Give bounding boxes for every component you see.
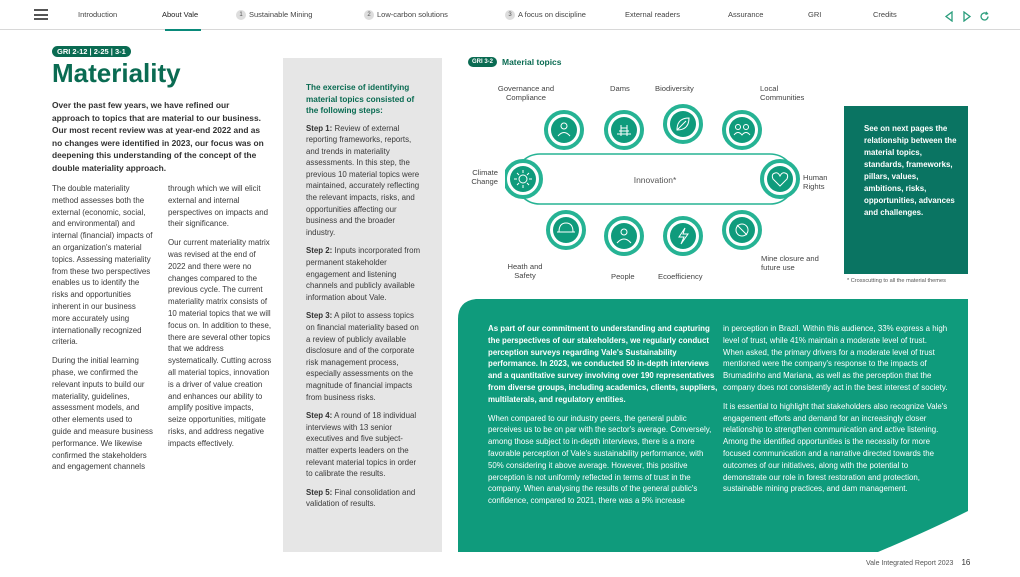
governance-compliance-node[interactable] xyxy=(546,112,582,148)
next-pages-callout xyxy=(844,106,968,274)
refresh-icon[interactable] xyxy=(979,11,990,22)
step-text: Final consolidation and validation of results. xyxy=(306,487,416,509)
innovation-label: Innovation* xyxy=(633,175,677,185)
callout-text: See on next pages the relationship between the material topics, standards, frameworks, pillars, values, ambitions, risks, opportunities, advances and challenges. xyxy=(864,124,957,217)
health-safety-label: Heath and Safety xyxy=(507,262,543,280)
human-rights-label: Human Rights xyxy=(803,173,828,191)
nav-gri[interactable]: GRI xyxy=(808,10,822,19)
crosscutting-footnote: * Crosscutting to all the material themes xyxy=(847,278,946,284)
top-navigation xyxy=(0,0,1020,30)
step-label: Step 4: xyxy=(306,411,333,421)
page-controls xyxy=(944,8,992,22)
nav-low-carbon[interactable] xyxy=(364,10,448,20)
next-page-icon[interactable] xyxy=(961,11,972,22)
perception-paragraph: It is essential to highlight that stakeholders also recognize Vale's engagement efforts and demand for an increasingly closer relationship to strengthen communication and active listening. Among the identified opportunities is the necessity for more focused communication and a narrative directed towards the outcomes of our initiatives, along with the potential to demonstrate our role in forest restoration and protection, sustainable mining practices, and dam management. xyxy=(723,401,948,494)
step-text: Inputs incorporated from permanent stakeholder engagement and listening channels and publicly available information about Vale. xyxy=(306,246,421,302)
nav-about-vale[interactable]: About Vale xyxy=(162,10,199,19)
ecoefficiency-node[interactable] xyxy=(665,218,701,254)
steps-title: The exercise of identifying material topics consisted of the following steps: xyxy=(306,83,415,115)
step-text: A pilot to assess topics on financial materiality based on a review of publicly available disclosure and of the corporate risk management process, especially assessments on the magnitude of financial impacts from business risks. xyxy=(306,311,419,402)
text-column-1 xyxy=(52,183,153,480)
step-text: A round of 18 individual interviews with 13 senior executives and five subject-matter experts leaders on the relevant material topics in order to calibrate the results. xyxy=(306,411,417,479)
material-topics-title: Material topics xyxy=(502,57,562,67)
perception-left-column xyxy=(488,323,720,514)
nav-number-badge: 3 xyxy=(505,10,515,20)
gri-codes-badge: GRI 2-12 | 2-25 | 3-1 xyxy=(52,46,131,57)
step-item xyxy=(306,487,424,510)
climate-change-label: Climate Change xyxy=(471,168,498,186)
report-name: Vale Integrated Report 2023 xyxy=(866,560,954,567)
hamburger-menu-icon[interactable] xyxy=(34,9,48,20)
paragraph: Our current materiality matrix was revised at the end of 2022 and there were no changes compared to the previous cycle. The current materiality matrix consists of 10 material topics that we will focus on. In addition to these, there are several other topics that we address systematically. Cutting across all material topics, innovation is a driver of value creation and enhances our ability to amplify positive impacts, seize opportunities, mitigate risks, and address negative impacts effectively. xyxy=(168,238,272,448)
step-item xyxy=(306,123,424,239)
health-safety-node[interactable] xyxy=(548,212,584,248)
governance-compliance-label: Governance and Compliance xyxy=(497,84,555,102)
page-footer xyxy=(866,558,970,567)
nav-introduction[interactable]: Introduction xyxy=(78,10,118,19)
nav-label: Low-carbon solutions xyxy=(377,10,448,19)
active-tab-indicator xyxy=(165,29,201,31)
step-label: Step 3: xyxy=(306,311,333,321)
lead-paragraph: Over the past few years, we have refined our approach to topics that are material to our business. Our most recent review was at year-end 2022 and as no changes were identified in 2023, our focus was on deepening this understanding of the concept of the double materiality approach. xyxy=(52,100,264,173)
paragraph: During the initial learning phase, we confirmed the relevant inputs to build our materiality, guidelines, assessment models, and other elements used to guide and measure business performance. We likewise confirmed the stakeholders and engagement channels xyxy=(52,356,153,472)
paragraph: through which we will elicit external and internal perspectives on impacts and their significance. xyxy=(168,184,269,229)
paragraph: The double materiality method assesses both the external (economic, social, and environmental) and internal (financial) impacts of an organization's material topics. Assessing materiality from these two perspectives enables us to identify the risks and opportunities inherent in our business more accurately using internationally recognized criteria. xyxy=(52,184,153,347)
previous-page-icon[interactable] xyxy=(944,11,955,22)
human-rights-node[interactable] xyxy=(762,161,798,197)
perception-right-column xyxy=(723,323,948,502)
material-topics-diagram xyxy=(505,98,805,266)
text-column-2 xyxy=(168,183,272,457)
step-label: Step 2: xyxy=(306,246,333,256)
biodiversity-node[interactable] xyxy=(665,106,701,142)
nav-sustainable-mining[interactable] xyxy=(236,10,312,20)
step-label: Step 1: xyxy=(306,123,333,133)
mine-closure-label: Mine closure and future use xyxy=(761,254,819,272)
nav-credits[interactable]: Credits xyxy=(873,10,897,19)
step-item xyxy=(306,310,424,403)
perception-body: When compared to our industry peers, the general public perceives us to be on par with the sector's average. Conversely, among those subject to in-depth interviews, there is a more favorable perception of Vale's sustainability performance, with 50% considering it above average. However, this positive perception is not uniformly reflected in terms of trust in the company. When analysing the results of the general public's confidence, compared to 2021, there was a 9% increase xyxy=(488,413,712,506)
nav-external-readers[interactable]: External readers xyxy=(625,10,681,19)
nav-focus-discipline[interactable] xyxy=(505,10,586,20)
dams-label: Dams xyxy=(610,84,630,93)
local-communities-node[interactable] xyxy=(724,112,760,148)
nav-label: Sustainable Mining xyxy=(249,10,313,19)
mine-closure-node[interactable] xyxy=(724,212,760,248)
nav-assurance[interactable]: Assurance xyxy=(728,10,764,19)
perception-lead: As part of our commitment to understanding and capturing the perspectives of our stakeholders, we regularly conduct perception surveys regarding Vale's Sustainability performance. In 2023, we conducted 50 in-depth interviews and a quantitative survey involving over 190 representatives from diverse groups, including academics, clients, suppliers, multilaterals, and regulatory entities. xyxy=(488,324,718,404)
nav-label: A focus on discipline xyxy=(518,10,586,19)
step-item xyxy=(306,245,424,303)
page-number: 16 xyxy=(961,558,971,567)
dams-node[interactable] xyxy=(606,112,642,148)
perception-paragraph: in perception in Brazil. Within this audience, 33% express a high level of trust, while 41% maintain a moderate level of trust. When asked, the primary drivers for a moderate level of trust mentioned were the company's response to the impacts of Brumadinho and Mariana, as well as the perception that the company does not consistently act in the best interest of society. xyxy=(723,324,948,392)
local-communities-label: Local Communities xyxy=(760,84,805,102)
people-node[interactable] xyxy=(606,218,642,254)
step-label: Step 5: xyxy=(306,487,333,497)
biodiversity-label: Biodiversity xyxy=(655,84,694,93)
page-title: Materiality xyxy=(52,58,181,88)
nav-number-badge: 2 xyxy=(364,10,374,20)
perception-survey-box xyxy=(458,299,968,552)
ecoefficiency-label: Ecoefficiency xyxy=(658,272,703,281)
steps-list xyxy=(306,82,424,517)
climate-change-node[interactable] xyxy=(505,161,541,197)
nav-number-badge: 1 xyxy=(236,10,246,20)
gri-3-2-badge: GRI 3-2 xyxy=(468,57,497,67)
people-label: People xyxy=(611,272,635,281)
step-text: Review of external reporting frameworks, reports, and trends in materiality assessments. In this step, the previous 10 material topics were maintained, accurately reflecting the relevant impacts, risks, and opportunities affecting our business and the broader industry. xyxy=(306,123,420,237)
step-item xyxy=(306,410,424,480)
